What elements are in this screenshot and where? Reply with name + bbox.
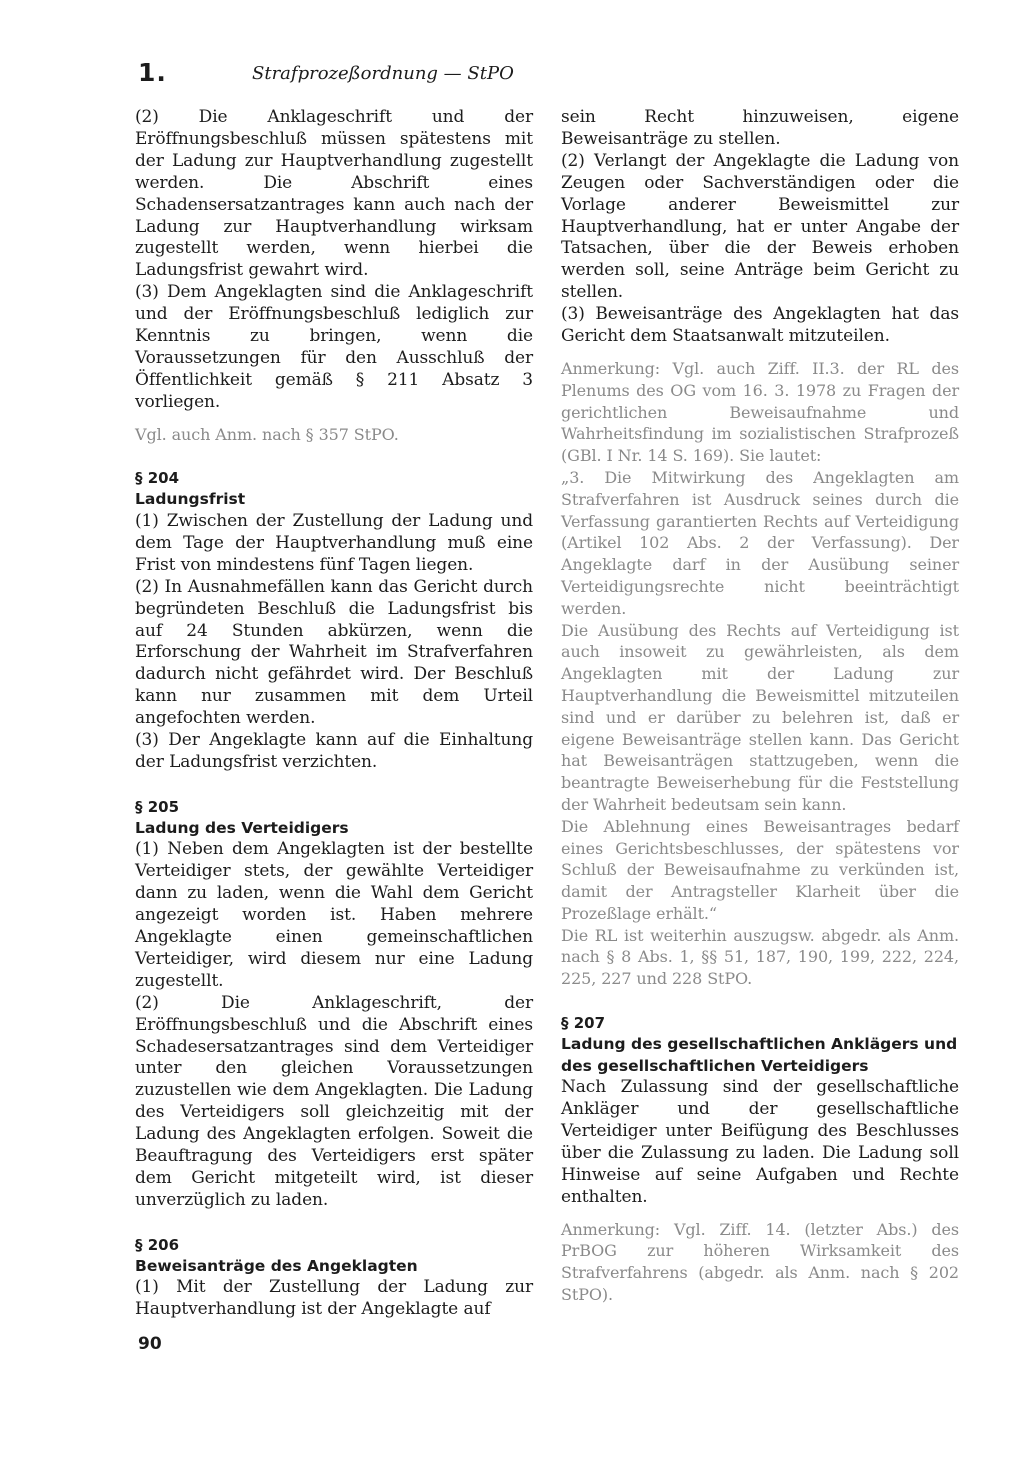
section-number: § 204 [135,469,180,488]
paragraph: (2) Verlangt der Angeklagte die Ladung von Zeugen oder Sachverständigen oder die Vorlage anderer Beweismittel zur Hauptverhandlung, hat er unter Angabe der Tatsachen, über die der Beweis erhoben werden soll, seine Anträge beim Gericht zu stellen. [561,150,959,303]
paragraph: (3) Dem Angeklagten sind die Anklageschrift und der Eröffnungsbeschluß lediglich zur Kenntnis zu bringen, wenn die Voraussetzungen für den Ausschluß der Öffentlichkeit gemäß § 211 Absatz 3 vorliegen. [135,282,533,412]
paragraph: (2) Die Anklageschrift, der Eröffnungsbeschluß und die Abschrift eines Schadesersatzantrages sind dem Verteidiger unter den gleichen Voraussetzungen zuzustellen wie dem Angeklagten. Die Ladung des Verteidigers soll gleichzeitig mit der Ladung des Angeklagten erfolgen. Soweit die Beauftragung des Verteidigers erst später dem Gericht mitgeteilt wird, ist dieser unverzüglich zu laden. [135,992,533,1210]
paragraph: sein Recht hinzuweisen, eigene Beweisanträge zu stellen. [561,107,959,149]
paragraph: (1) Neben dem Angeklagten ist der bestellte Verteidiger stets, der gewählte Verteidiger dann zu laden, wenn die Wahl dem Gericht angezeigt worden ist. Haben mehrere Angeklagte einen gemeinschaftlichen Verteidiger, wird diesem nur eine Ladung zugestellt. [135,839,533,991]
paragraph: (1) Mit der Zustellung der Ladung zur Hauptverhandlung ist der Angeklagte auf [135,1277,533,1320]
running-head [138,58,558,87]
running-title: Strafprozeßordnung — StPO [252,63,514,84]
chapter-number: 1. [138,58,167,87]
paragraph: (1) Zwischen der Zustellung der Ladung und dem Tage der Hauptverhandlung muß eine Frist von mindestens fünf Tagen liegen. [135,510,533,575]
paragraph: Nach Zulassung sind der gesellschaftliche Ankläger und der gesellschaftliche Verteidiger unter Beifügung des Beschlusses über die Zulassung zu laden. Die Ladung soll Hinweise auf seine Aufgaben und Rechte enthalten. [561,1077,959,1207]
section-title: Ladungsfrist [135,490,246,509]
section-title: Ladung des Verteidigers [135,818,349,837]
annotation-note: Die RL ist weiterhin auszugsw. abgedr. als Anm. nach § 8 Abs. 1, §§ 51, 187, 190, 199, 222, 224, 225, 227 und 228 StPO. [561,925,959,989]
section-title: Beweisanträge des Angeklagten [135,1256,418,1275]
section-title: Ladung des gesellschaftlichen Anklägers und des gesellschaftlichen Verteidigers [561,1035,958,1075]
right-column [561,107,959,1306]
paragraph: (2) In Ausnahmefällen kann das Gericht durch begründeten Beschluß die Ladungsfrist bis auf 24 Stunden abkürzen, wenn die Erforschung der Wahrheit im Strafverfahren dadurch nicht gefährdet wird. Der Beschluß kann nur zusammen mit dem Urteil angefochten werden. [135,576,533,729]
annotation-quote: Die Ablehnung eines Beweisantrages bedarf eines Gerichtsbeschlusses, der spätestens vor Schluß der Beweisaufnahme zu verkünden ist, damit der Antragsteller Klarheit über die Prozeßlage erhält.“ [561,816,959,923]
section-number: § 206 [135,1235,180,1254]
annotation-note: Anmerkung: Vgl. Ziff. 14. (letzter Abs.) des PrBOG zur höheren Wirksamkeit des Strafverfahrens (abgedr. als Anm. nach § 202 StPO). [561,1219,959,1304]
section-number: § 205 [135,797,180,816]
paragraph: (2) Die Anklageschrift und der Eröffnungsbeschluß müssen spätestens mit der Ladung zur Hauptverhandlung zugestellt werden. Die Abschrift eines Schadensersatzantrages kann auch nach der Ladung zur Hauptverhandlung wirksam zugestellt werden, wenn hierbei die Ladungsfrist gewahrt wird. [135,107,533,281]
left-column [135,107,533,1321]
annotation-note: Vgl. auch Anm. nach § 357 StPO. [135,424,399,444]
annotation-note: Anmerkung: Vgl. auch Ziff. II.3. der RL des Plenums des OG vom 16. 3. 1978 zu Fragen der gerichtlichen Beweisaufnahme und Wahrheitsfindung im sozialistischen Strafprozeß (GBl. I Nr. 14 S. 169). Sie lautet: [561,358,959,466]
annotation-quote: Die Ausübung des Rechts auf Verteidigung ist auch insoweit zu gewährleisten, als dem Angeklagten mit der Ladung zur Hauptverhandlung die Beweismittel mitzuteilen sind und er darüber zu belehren ist, daß er eigene Beweisanträge stellen kann. Das Gericht hat Beweisanträgen stattzugeben, wenn die beantragte Beweiserhebung für die Feststellung der Wahrheit bedeutsam sein kann. [561,620,959,814]
page-number: 90 [138,1334,162,1354]
section-number: § 207 [561,1014,606,1033]
paragraph: (3) Der Angeklagte kann auf die Einhaltung der Ladungsfrist verzichten. [135,730,533,772]
paragraph: (3) Beweisanträge des Angeklagten hat das Gericht dem Staatsanwalt mitzuteilen. [561,304,959,347]
annotation-quote: „3. Die Mitwirkung des Angeklagten am Strafverfahren ist Ausdruck seines durch die Verfassung garantierten Rechts auf Verteidigung (Artikel 102 Abs. 2 der Verfassung). Der Angeklagte darf in der Ausübung seiner Verteidigungsrechte nicht beeinträchtigt werden. [561,467,959,618]
